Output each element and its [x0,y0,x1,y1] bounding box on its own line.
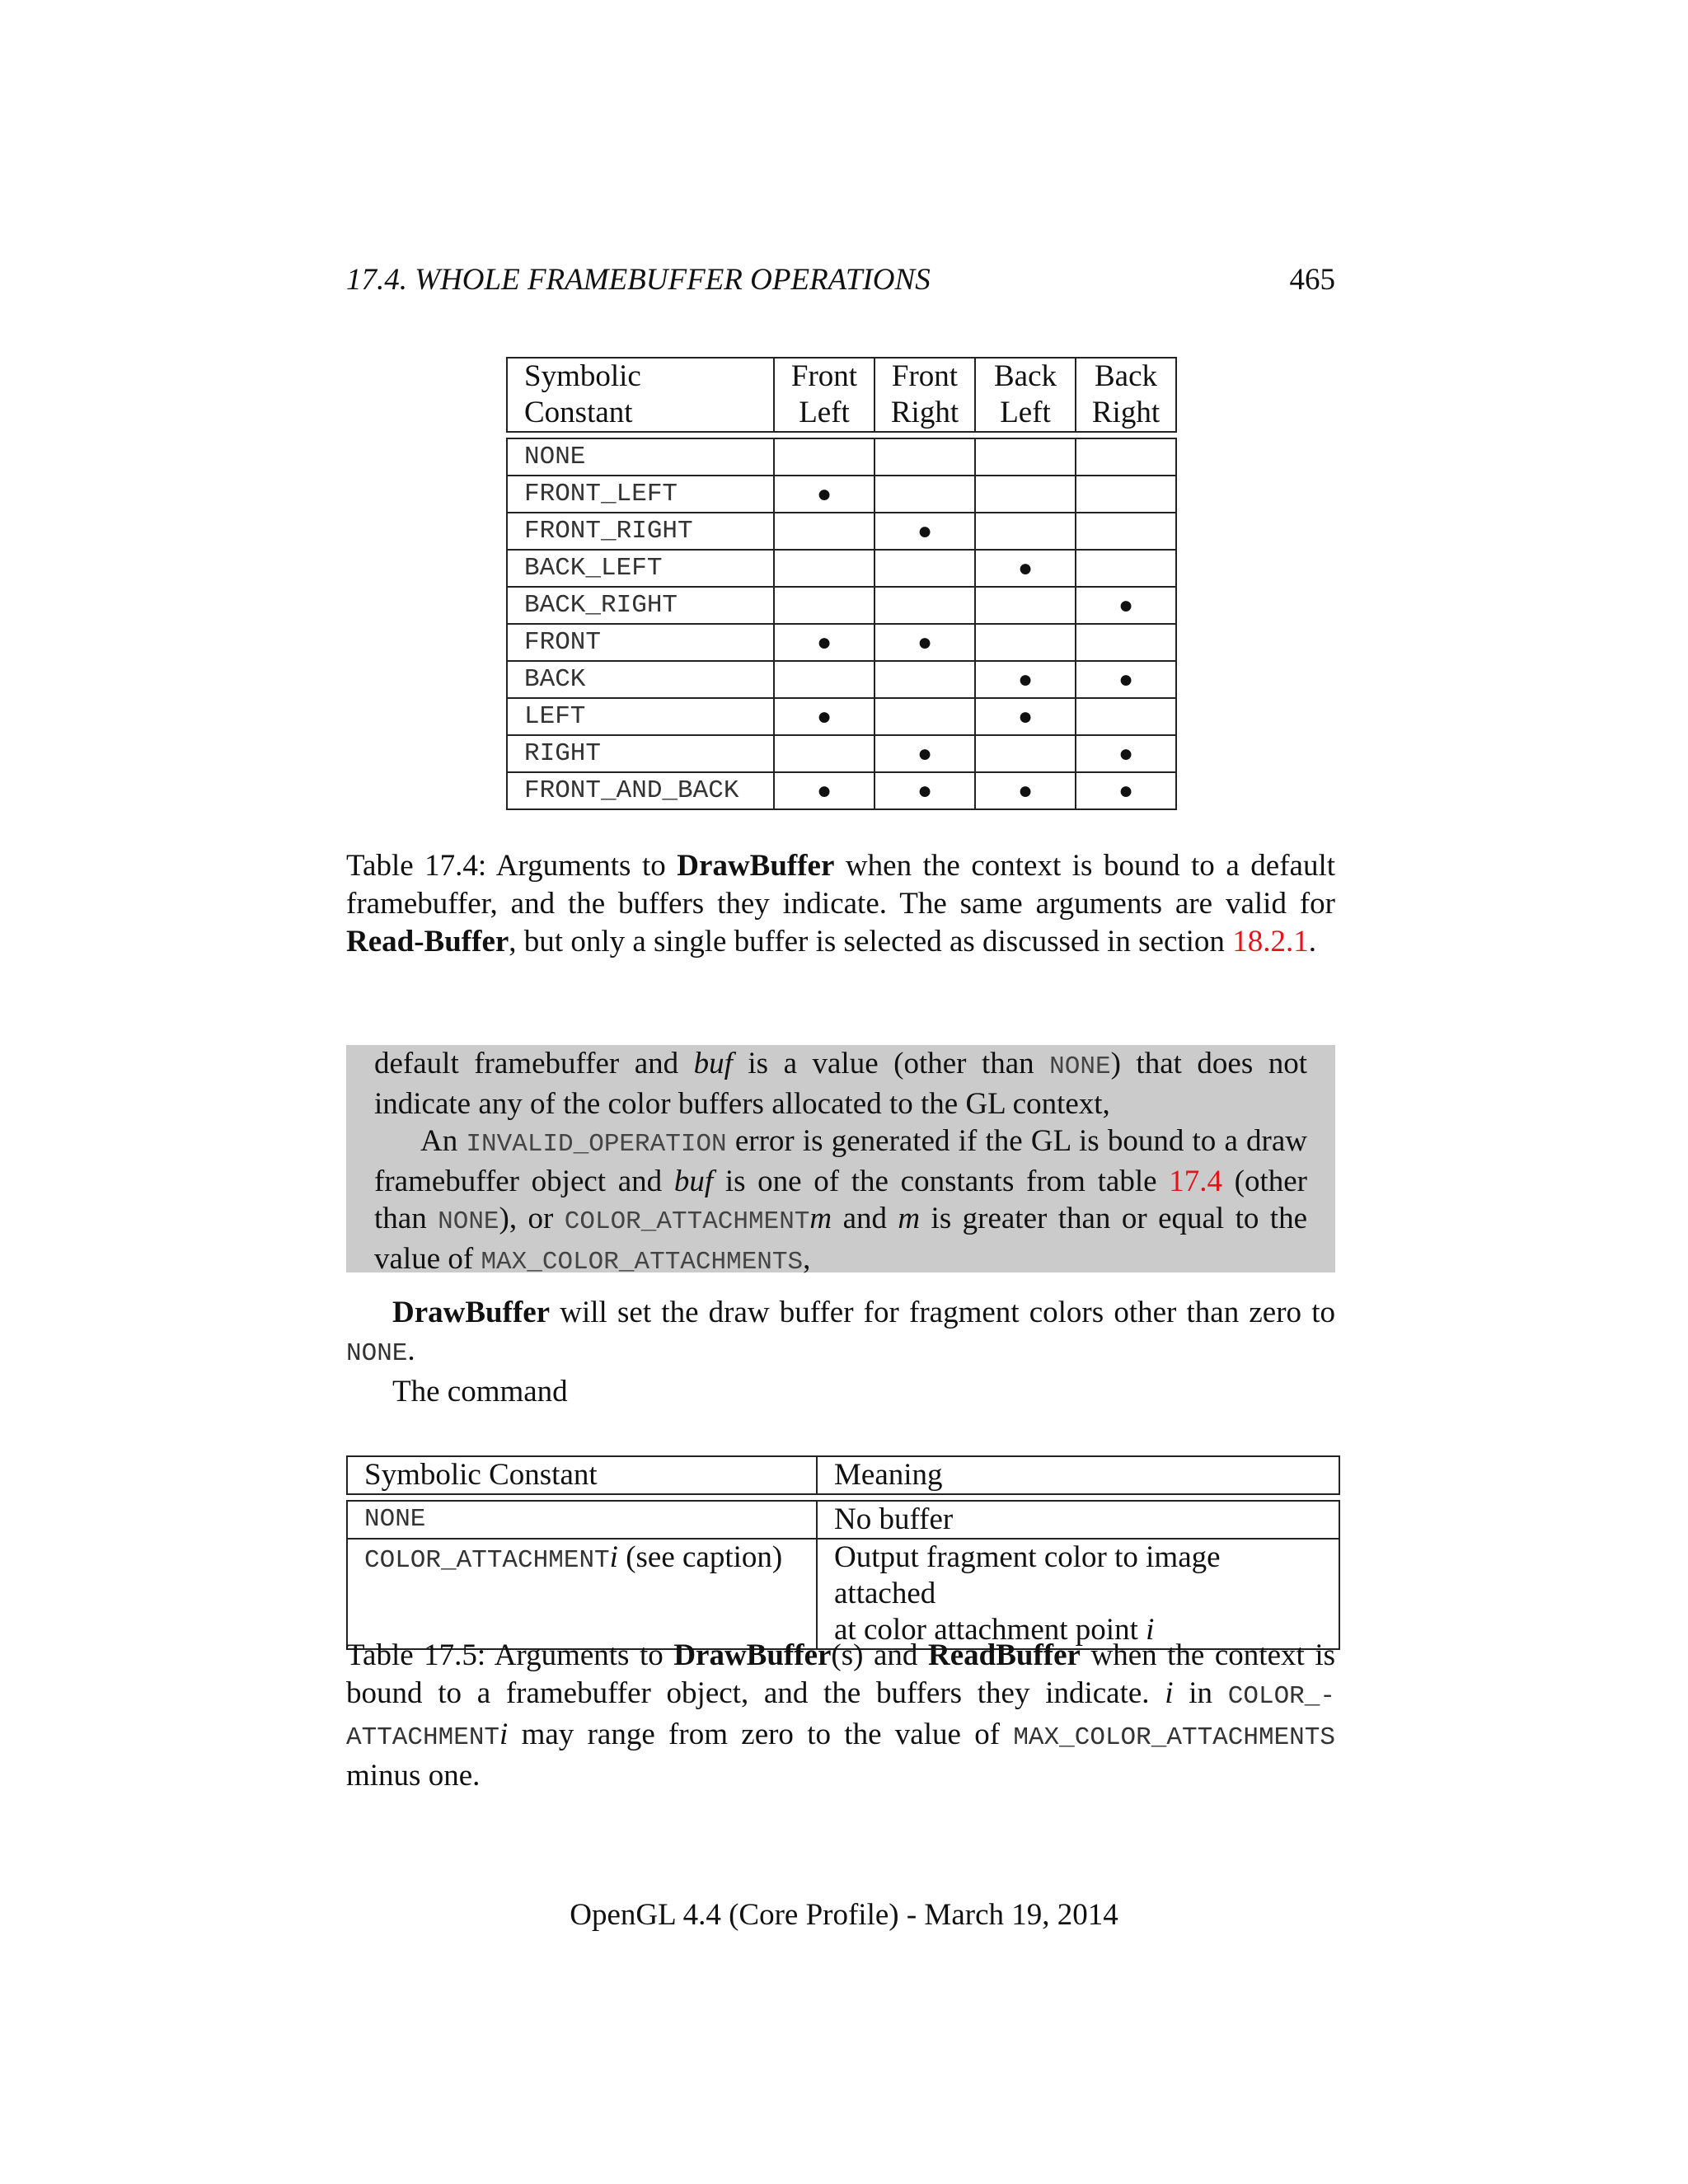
buffer-mark: ● [975,661,1076,698]
table-row [507,661,1176,698]
buffer-mark [874,476,975,513]
section-title: 17.4. WHOLE FRAMEBUFFER OPERATIONS [346,263,931,297]
buffer-mark [874,661,975,698]
constant-name: COLOR_ATTACHMENTi (see caption) [347,1539,817,1649]
buffer-mark [1076,550,1176,587]
table-row [507,513,1176,550]
buffer-mark [1076,438,1176,476]
buffer-mark [975,735,1076,772]
page-footer: OpenGL 4.4 (Core Profile) - March 19, 2014 [570,1898,1118,1932]
buffer-mark [774,661,874,698]
buffer-mark: ● [975,550,1076,587]
table-row [347,1501,1339,1539]
buffer-mark [774,587,874,624]
error-paragraph: default framebuffer and buf is a value (other than NONE) that does not indicate any of the color buffers allocated to the GL context, [374,1047,1307,1121]
table-row [507,772,1176,809]
buffer-mark: ● [1076,735,1176,772]
constant-name: BACK [507,661,774,698]
buffer-mark [774,513,874,550]
buffer-mark: ● [774,476,874,513]
constant-name: LEFT [507,698,774,735]
table-row [507,550,1176,587]
buffer-mark [874,438,975,476]
buffer-mark [975,624,1076,661]
table-link[interactable]: 17.4 [1169,1165,1222,1198]
body-paragraph: The command [392,1375,568,1408]
buffer-mark: ● [1076,661,1176,698]
buffer-mark: ● [874,624,975,661]
table-header-row [507,358,1176,432]
error-paragraph: An INVALID_OPERATION error is generated if the GL is bound to a draw framebuffer object and buf is one of the constants from table 17.4 (other than NONE), or COLOR_ATTACHMENTm and m is greater than or equal to the value of MAX_COLOR_ATTACHMENTS, [374,1124,1308,1277]
table-17-4-caption: Table 17.4: Arguments to DrawBuffer when the context is bound to a default framebuffer, and the buffers they indicate. The same arguments are valid for Read-Buffer, but only a single buffer is selected as discussed in section 18.2.1. [346,849,1336,958]
column-header-front-left: Front Left [774,358,874,432]
buffer-mark [975,438,1076,476]
column-header-back-left: Back Left [975,358,1076,432]
column-header-meaning: Meaning [817,1456,1339,1494]
buffer-mark [774,550,874,587]
body-text [346,1294,1335,1411]
table-row [507,735,1176,772]
buffer-mark [1076,476,1176,513]
meaning: Output fragment color to image attached at color attachment point i [817,1539,1339,1649]
running-header [346,262,1335,298]
column-header-symbolic-constant: Symbolic Constant [347,1456,817,1494]
buffer-mark: ● [774,772,874,809]
constant-name: RIGHT [507,735,774,772]
table-17-5 [346,1455,1340,1650]
column-header-back-right: Back Right [1076,358,1176,432]
buffer-mark: ● [1076,587,1176,624]
buffer-mark [975,476,1076,513]
column-header-symbolic-constant: Symbolic Constant [507,358,774,432]
constant-name: FRONT_LEFT [507,476,774,513]
page-number: 465 [1289,263,1335,297]
buffer-mark: ● [774,624,874,661]
buffer-mark [874,698,975,735]
table-17-4 [506,357,1177,810]
buffer-mark: ● [975,698,1076,735]
buffer-mark [975,587,1076,624]
error-conditions-box [346,1045,1335,1277]
buffer-mark: ● [774,698,874,735]
buffer-mark: ● [874,735,975,772]
buffer-mark: ● [874,772,975,809]
section-link[interactable]: 18.2.1 [1232,925,1309,958]
buffer-mark [874,550,975,587]
table-row [347,1539,1339,1649]
buffer-mark [975,513,1076,550]
buffer-mark [774,735,874,772]
constant-name: FRONT [507,624,774,661]
meaning: No buffer [817,1501,1339,1539]
constant-name: BACK_LEFT [507,550,774,587]
table-row [507,624,1176,661]
constant-name: FRONT_AND_BACK [507,772,774,809]
buffer-mark: ● [874,513,975,550]
buffer-mark [1076,624,1176,661]
table-17-5-caption: Table 17.5: Arguments to DrawBuffer(s) and ReadBuffer when the context is bound to a framebuffer object, and the buffers they indicate. i in COLOR_-ATTACHMENTi may range from zero to the value of MAX_COLOR_ATTACHMENTS minus one. [346,1638,1336,1793]
table-header-row [347,1456,1339,1494]
buffer-mark [1076,698,1176,735]
buffer-mark [1076,513,1176,550]
column-header-front-right: Front Right [874,358,975,432]
buffer-mark: ● [1076,772,1176,809]
buffer-mark [874,587,975,624]
body-paragraph: DrawBuffer will set the draw buffer for fragment colors other than zero to NONE. [346,1296,1335,1368]
table-row [507,698,1176,735]
constant-name: NONE [347,1501,817,1539]
table-row [507,587,1176,624]
constant-name: NONE [507,438,774,476]
constant-name: BACK_RIGHT [507,587,774,624]
constant-name: FRONT_RIGHT [507,513,774,550]
buffer-mark [774,438,874,476]
buffer-mark: ● [975,772,1076,809]
table-row [507,438,1176,476]
table-row [507,476,1176,513]
